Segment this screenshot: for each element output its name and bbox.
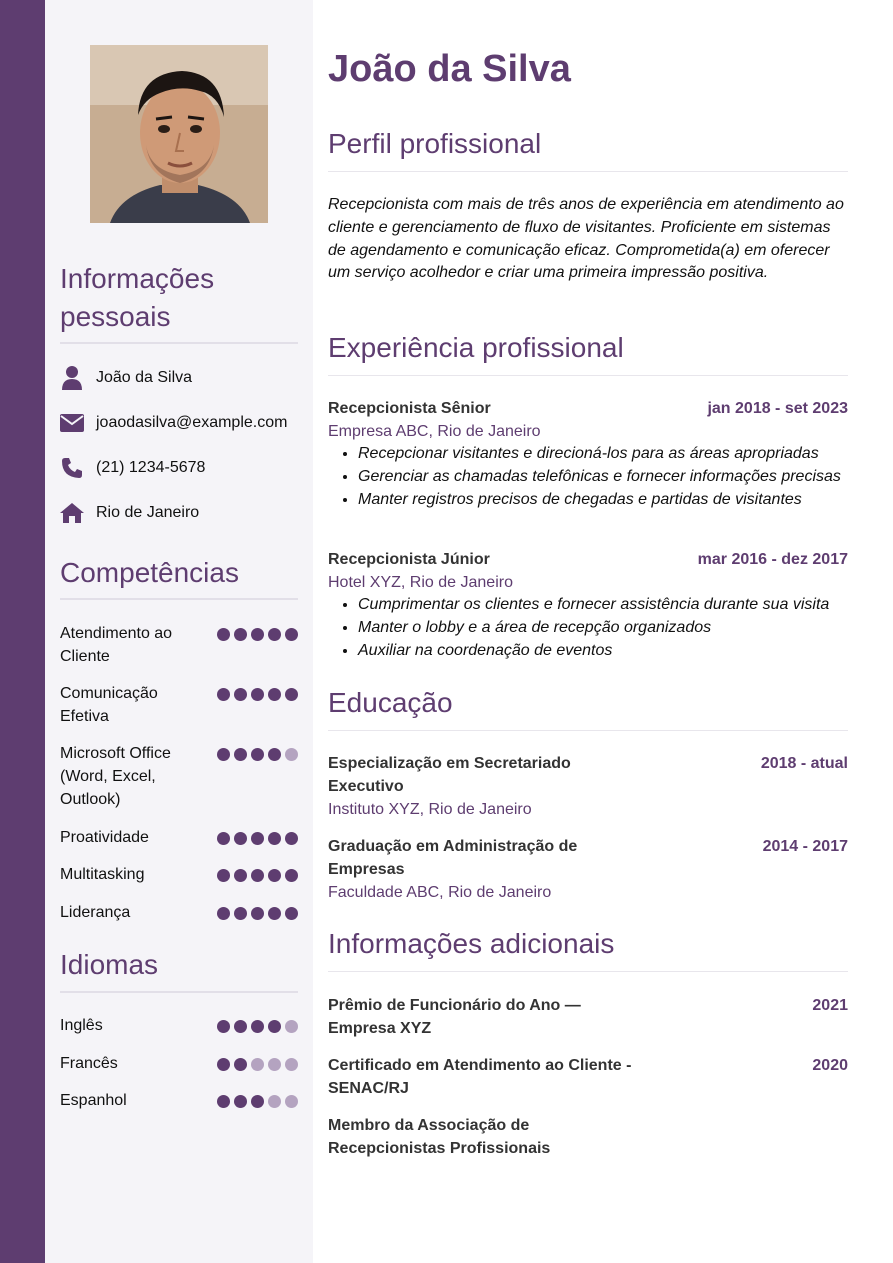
info-location-text: Rio de Janeiro bbox=[96, 504, 200, 521]
rating-dot-filled bbox=[251, 1095, 264, 1108]
rating-dot-empty bbox=[285, 1058, 298, 1071]
profile-photo bbox=[90, 45, 268, 223]
user-icon bbox=[60, 366, 84, 390]
languages-heading: Idiomas bbox=[60, 949, 159, 980]
skill-name: Atendimento ao Cliente bbox=[60, 625, 173, 665]
info-name bbox=[60, 365, 298, 391]
rating-dot-filled bbox=[251, 907, 264, 920]
skill-rating bbox=[217, 826, 298, 849]
rating-dot-empty bbox=[268, 1095, 281, 1108]
personal-info-heading: Informações pessoais bbox=[60, 263, 215, 332]
additional-title: Membro da Associação de Recepcionistas Profissionais bbox=[328, 1117, 551, 1157]
section-divider bbox=[328, 971, 848, 972]
degree-institution: Faculdade ABC, Rio de Janeiro bbox=[328, 884, 552, 901]
degree-title: Graduação em Administração de Empresas bbox=[328, 838, 578, 878]
section-divider bbox=[328, 171, 848, 172]
skill-name: Liderança bbox=[60, 904, 131, 921]
rating-dot-filled bbox=[234, 628, 247, 641]
job-duty: • Cumprimentar os clientes e fornecer assistência durante sua visita bbox=[358, 594, 848, 617]
rating-dot-empty bbox=[251, 1058, 264, 1071]
rating-dot-filled bbox=[217, 907, 230, 920]
skill-rating bbox=[217, 863, 298, 886]
rating-dot-empty bbox=[285, 1095, 298, 1108]
envelope-icon bbox=[60, 411, 84, 435]
job-company: Empresa ABC, Rio de Janeiro bbox=[328, 423, 541, 440]
degree-institution: Instituto XYZ, Rio de Janeiro bbox=[328, 801, 532, 818]
language-row bbox=[60, 1089, 298, 1112]
job-duty: • Manter o lobby e a área de recepção organizados bbox=[358, 617, 848, 640]
rating-dot-filled bbox=[285, 628, 298, 641]
additional-title: Prêmio de Funcionário do Ano — Empresa XYZ bbox=[328, 997, 581, 1037]
skill-rating bbox=[217, 682, 298, 728]
rating-dot-filled bbox=[234, 1020, 247, 1033]
degree-date: 2018 - atual bbox=[760, 755, 848, 772]
rating-dot-filled bbox=[268, 628, 281, 641]
rating-dot-filled bbox=[234, 748, 247, 761]
rating-dot-filled bbox=[285, 907, 298, 920]
degree-title: Especialização em Secretariado Executivo bbox=[328, 755, 571, 795]
rating-dot-filled bbox=[285, 832, 298, 845]
additional-date: 2020 bbox=[812, 1057, 848, 1074]
job-date: jan 2018 - set 2023 bbox=[707, 400, 848, 417]
job-title: Recepcionista Júnior bbox=[328, 551, 490, 568]
profile-heading: Perfil profissional bbox=[328, 128, 542, 159]
education-entry bbox=[328, 752, 848, 821]
language-name: Espanhol bbox=[60, 1092, 127, 1109]
skill-row bbox=[60, 901, 298, 924]
job-date: mar 2016 - dez 2017 bbox=[697, 551, 848, 568]
section-divider bbox=[60, 991, 298, 993]
language-rating bbox=[217, 1089, 298, 1112]
skill-row bbox=[60, 826, 298, 849]
rating-dot-filled bbox=[217, 869, 230, 882]
rating-dot-filled bbox=[217, 748, 230, 761]
rating-dot-filled bbox=[268, 748, 281, 761]
rating-dot-filled bbox=[217, 1058, 230, 1071]
job-duties bbox=[358, 443, 848, 511]
rating-dot-filled bbox=[234, 832, 247, 845]
home-icon bbox=[60, 501, 84, 525]
job-title: Recepcionista Sênior bbox=[328, 400, 491, 417]
rating-dot-filled bbox=[217, 1095, 230, 1108]
education-entry bbox=[328, 835, 848, 904]
skill-row bbox=[60, 622, 298, 668]
rating-dot-filled bbox=[268, 832, 281, 845]
rating-dot-filled bbox=[251, 869, 264, 882]
section-divider bbox=[60, 598, 298, 600]
info-email-text[interactable]: joaodasilva@example.com bbox=[96, 414, 288, 431]
rating-dot-filled bbox=[234, 688, 247, 701]
section-divider bbox=[60, 342, 298, 344]
rating-dot-filled bbox=[285, 688, 298, 701]
rating-dot-filled bbox=[217, 688, 230, 701]
experience-heading: Experiência profissional bbox=[328, 332, 624, 363]
section-divider bbox=[328, 730, 848, 731]
skill-row bbox=[60, 863, 298, 886]
info-phone[interactable] bbox=[60, 455, 298, 481]
skill-name: Multitasking bbox=[60, 866, 145, 883]
profile-summary: Recepcionista com mais de três anos de experiência em atendimento ao cliente e gerenciamento de fluxo de visitantes. Proficiente em sistemas de agendamento e comunicação eficaz. Comprometida(a) em oferecer um serviço acolhedor e criar uma primeira impressão positiva. bbox=[328, 196, 844, 282]
job-duty: • Auxiliar na coordenação de eventos bbox=[358, 640, 848, 663]
phone-icon bbox=[60, 456, 84, 480]
rating-dot-empty bbox=[285, 748, 298, 761]
rating-dot-filled bbox=[234, 1058, 247, 1071]
info-name-text: João da Silva bbox=[96, 369, 193, 386]
experience-entry bbox=[328, 548, 848, 662]
additional-info-heading: Informações adicionais bbox=[328, 928, 615, 959]
additional-entry bbox=[328, 1054, 848, 1100]
skill-name: Comunicação Efetiva bbox=[60, 685, 158, 725]
rating-dot-filled bbox=[251, 748, 264, 761]
job-duty: • Recepcionar visitantes e direcioná-los para as áreas apropriadas bbox=[358, 443, 848, 466]
skill-rating bbox=[217, 742, 298, 811]
degree-date: 2014 - 2017 bbox=[762, 838, 848, 855]
additional-title: Certificado em Atendimento ao Cliente - SENAC/RJ bbox=[328, 1057, 632, 1097]
rating-dot-filled bbox=[234, 869, 247, 882]
rating-dot-filled bbox=[217, 628, 230, 641]
rating-dot-filled bbox=[285, 869, 298, 882]
sidebar bbox=[45, 0, 313, 1263]
experience-entry bbox=[328, 397, 848, 511]
accent-stripe bbox=[0, 0, 45, 1263]
rating-dot-filled bbox=[268, 907, 281, 920]
main-content bbox=[328, 0, 848, 1263]
skill-rating bbox=[217, 622, 298, 668]
job-duty: • Manter registros precisos de chegadas e partidas de visitantes bbox=[358, 489, 848, 512]
additional-entry bbox=[328, 994, 848, 1040]
language-name: Francês bbox=[60, 1055, 118, 1072]
rating-dot-filled bbox=[251, 688, 264, 701]
info-location bbox=[60, 500, 298, 526]
rating-dot-filled bbox=[251, 628, 264, 641]
language-rating bbox=[217, 1052, 298, 1075]
job-duty: • Gerenciar as chamadas telefônicas e fornecer informações precisas bbox=[358, 466, 848, 489]
rating-dot-filled bbox=[234, 907, 247, 920]
rating-dot-filled bbox=[268, 869, 281, 882]
language-rating bbox=[217, 1014, 298, 1037]
language-row bbox=[60, 1014, 298, 1037]
job-duties bbox=[358, 594, 848, 662]
rating-dot-filled bbox=[251, 832, 264, 845]
rating-dot-filled bbox=[234, 1095, 247, 1108]
language-name: Inglês bbox=[60, 1017, 103, 1034]
skill-row bbox=[60, 742, 298, 811]
job-company: Hotel XYZ, Rio de Janeiro bbox=[328, 574, 513, 591]
additional-entry bbox=[328, 1114, 848, 1160]
rating-dot-filled bbox=[251, 1020, 264, 1033]
additional-date: 2021 bbox=[812, 997, 848, 1014]
portrait-image bbox=[90, 45, 268, 223]
skill-row bbox=[60, 682, 298, 728]
rating-dot-filled bbox=[217, 832, 230, 845]
language-row bbox=[60, 1052, 298, 1075]
skill-rating bbox=[217, 901, 298, 924]
skill-name: Proatividade bbox=[60, 829, 149, 846]
rating-dot-empty bbox=[285, 1020, 298, 1033]
info-phone-text[interactable]: (21) 1234-5678 bbox=[96, 459, 206, 476]
skills-heading: Competências bbox=[60, 557, 239, 588]
rating-dot-filled bbox=[268, 688, 281, 701]
education-heading: Educação bbox=[328, 687, 453, 718]
rating-dot-filled bbox=[217, 1020, 230, 1033]
rating-dot-filled bbox=[268, 1020, 281, 1033]
section-divider bbox=[328, 375, 848, 376]
candidate-name: João da Silva bbox=[328, 48, 571, 90]
skill-name: Microsoft Office (Word, Excel, Outlook) bbox=[60, 745, 171, 808]
rating-dot-empty bbox=[268, 1058, 281, 1071]
info-email[interactable] bbox=[60, 410, 298, 436]
